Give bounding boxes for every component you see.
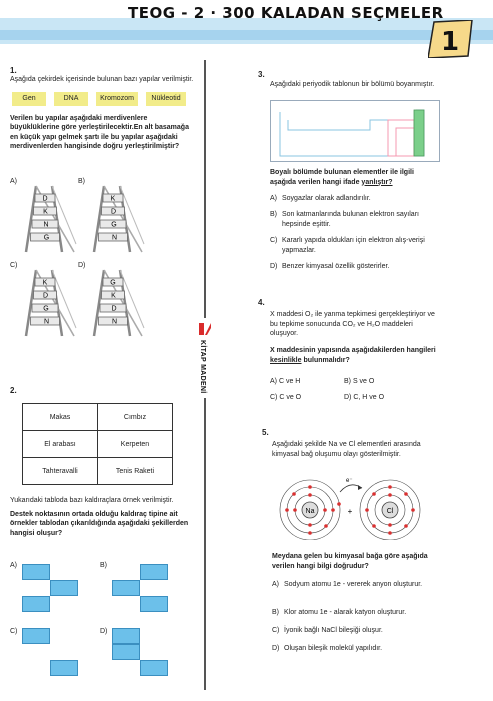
ladder-figure — [90, 268, 146, 338]
option-key: D) — [270, 263, 278, 270]
ladder-figure — [22, 184, 78, 254]
question-text-main: Boyalı bölümde bulunan elementler ile ilgili aşağıda verilen hangi ifade — [270, 169, 414, 186]
brand-logo — [199, 322, 211, 394]
shape-square — [22, 564, 50, 580]
option-d — [272, 644, 444, 654]
question-intro: X maddesi O₂ ile yanma tepkimesi gerçekleştiriyor ve bu tepkime sonucunda CO₂ ve H₂O maddeleri oluşuyor. — [270, 311, 435, 337]
question-emphasis: yanlıştır? — [361, 178, 393, 186]
question-4 — [258, 298, 438, 307]
question-intro: Yukarıdaki tabloda bazı kaldıraçlara örnek verilmiştir. — [10, 497, 174, 504]
ladder-step-label: K — [111, 292, 116, 300]
option-c-label: C) — [10, 628, 18, 635]
badge-number: 1 — [440, 27, 460, 57]
page-title: TEOG - 2 · 300 KALADAN SEÇMELER — [128, 4, 444, 22]
question-text: Destek noktasının ortada olduğu kaldıraç tipine ait örnekler tablodan çıkarıldığında aşağıdaki şekillerden hangisi oluşur? — [10, 510, 189, 537]
option-b: B) S ve O — [344, 378, 375, 385]
shape-square — [22, 596, 50, 612]
column-divider-bottom — [204, 398, 206, 690]
chip-dna: DNA — [54, 92, 88, 106]
shape-square — [112, 628, 140, 644]
shape-square — [140, 660, 168, 676]
option-d-label: D) — [100, 628, 108, 635]
ladder-rail — [94, 270, 104, 336]
table-row — [23, 458, 173, 485]
periodic-table-figure — [270, 100, 440, 162]
question-text-end: bulunmalıdır? — [301, 356, 350, 364]
question-intro: Aşağıda çekirdek içerisinde bulunan bazı yapılar verilmiştir. — [10, 76, 194, 83]
question-2-text — [10, 496, 196, 538]
option-text: Son katmanlarında bulunan elektron sayıları hepsinde eşittir. — [282, 211, 419, 228]
ladder-rail — [26, 270, 36, 336]
option-text: İyonik bağlı NaCl bileşiği oluşur. — [284, 627, 383, 634]
ladder-step-label: D — [42, 195, 48, 203]
option-a-label: A) — [10, 562, 17, 569]
table-cell: Makas — [23, 404, 98, 431]
ladder-rail — [26, 186, 36, 252]
structure-chips — [10, 92, 196, 106]
question-emphasis: kesinlikle — [270, 356, 302, 364]
chlorine-atom — [360, 480, 420, 540]
plus-sign: + — [347, 507, 353, 516]
question-text — [270, 168, 440, 187]
shape-square — [22, 628, 50, 644]
option-text: Klor atomu 1e - alarak katyon oluşturur. — [284, 609, 407, 616]
question-number: 3. — [258, 70, 265, 79]
table-cell: El arabası — [23, 431, 98, 458]
option-b — [272, 608, 444, 618]
question-number: 2. — [10, 386, 17, 395]
ladder-step-label: K — [42, 279, 48, 287]
option-key: C) — [270, 237, 278, 244]
brand-name: KİTAP MADENİ — [199, 340, 206, 394]
ladder-step-label: G — [43, 234, 50, 242]
option-d — [270, 262, 440, 272]
ladder-rail — [94, 186, 104, 252]
table-row — [23, 404, 173, 431]
option-label: A) — [10, 178, 17, 185]
shape-square — [112, 644, 140, 660]
table-cell: Kerpeten — [98, 431, 173, 458]
atom-symbol-na: Na — [305, 508, 315, 515]
ladder-step-label: D — [42, 292, 49, 300]
option-key: A) — [270, 195, 277, 202]
option-c — [270, 236, 440, 256]
option-label: C) — [10, 262, 18, 269]
question-text-main: X maddesinin yapısında aşağıdakilerden hangileri — [270, 347, 436, 354]
option-a — [270, 194, 440, 204]
shape-square — [112, 580, 140, 596]
question-5 — [262, 428, 442, 437]
question-intro: Aşağıdaki periyodik tablonun bir bölümü boyanmıştır. — [270, 81, 435, 88]
option-key: A) — [272, 581, 279, 588]
ladder-figure — [22, 268, 78, 338]
ladder-step-label: G — [43, 305, 49, 313]
question-number: 5. — [262, 428, 269, 437]
option-c: C) C ve O — [270, 394, 302, 401]
option-a — [272, 580, 444, 600]
ladder-step-label: K — [43, 208, 48, 216]
ladder-figure — [90, 184, 146, 254]
ladder-step-label: G — [111, 221, 117, 229]
table-cell: Tenis Raketi — [98, 458, 173, 485]
option-b — [270, 210, 440, 230]
ladder-step-label: N — [111, 234, 118, 242]
question-1 — [10, 66, 196, 152]
atom-symbol-cl: Cl — [386, 508, 394, 515]
table-cell: Cımbız — [98, 404, 173, 431]
option-text: Benzer kimyasal özellik gösterirler. — [282, 263, 390, 270]
option-d: D) C, H ve O — [344, 394, 385, 401]
electron-label: e⁻ — [346, 478, 353, 484]
ionic-bond-figure — [278, 474, 428, 540]
question-number: 1. — [10, 66, 17, 75]
column-divider-top — [204, 60, 206, 318]
sodium-atom — [280, 480, 340, 540]
option-text: Kararlı yapıda oldukları için elektron alış-verişi yapmazlar. — [282, 237, 425, 254]
lever-table — [22, 403, 173, 485]
option-a: A) C ve H — [270, 378, 301, 385]
question-text: Verilen bu yapılar aşağıdaki merdivenlere büyüklüklerine göre yerleştirilecektir.En alt basamağa en küçük yapı gelmek şartı ile bu yapılar aşağıdaki merdivenlerden hangisinde doğru yerleştirilmiştir? — [10, 114, 189, 150]
option-text: Soygazlar olarak adlandırılır. — [282, 195, 371, 202]
shape-square — [140, 564, 168, 580]
option-label: D) — [78, 262, 86, 269]
option-text: Sodyum atomu 1e - vererek anyon oluşturur. — [284, 581, 423, 588]
question-2 — [10, 386, 196, 395]
option-b-label: B) — [100, 562, 107, 569]
chip-gen: Gen — [12, 92, 46, 106]
option-key: D) — [272, 645, 280, 652]
ladder-step-label: G — [110, 279, 116, 287]
ladder-step-label: K — [110, 195, 116, 203]
question-intro: Aşağıdaki şekilde Na ve Cl elementleri arasında kimyasal bağ oluşumu olayı gösterilmiştir. — [272, 441, 421, 458]
option-key: C) — [272, 627, 280, 634]
chip-nukleotid: Nükleotid — [146, 92, 186, 106]
question-number: 4. — [258, 298, 265, 307]
option-text: Oluşan bileşik molekül yapılıdır. — [284, 645, 383, 652]
option-c — [272, 626, 444, 636]
ladder-step-label: D — [110, 208, 117, 216]
option-key: B) — [270, 211, 277, 218]
page-badge — [428, 20, 474, 58]
question-text — [270, 346, 440, 365]
table-cell: Tahteravalli — [23, 458, 98, 485]
ladder-step-label: N — [111, 318, 118, 326]
question-text: Meydana gelen bu kimyasal bağa göre aşağıda verilen hangi bilgi doğrudur? — [272, 553, 428, 570]
ladder-step-label: N — [43, 221, 49, 229]
shape-square — [50, 580, 78, 596]
question-3 — [258, 70, 438, 79]
table-row — [23, 431, 173, 458]
ladder-step-label: D — [111, 305, 117, 313]
ladder-step-label: N — [43, 318, 50, 326]
chip-kromozom: Kromozom — [96, 92, 138, 106]
shape-square — [140, 596, 168, 612]
shape-square — [50, 660, 78, 676]
brand-mark-icon — [199, 323, 211, 335]
option-label: B) — [78, 178, 85, 185]
option-key: B) — [272, 609, 279, 616]
page-header — [0, 0, 493, 57]
